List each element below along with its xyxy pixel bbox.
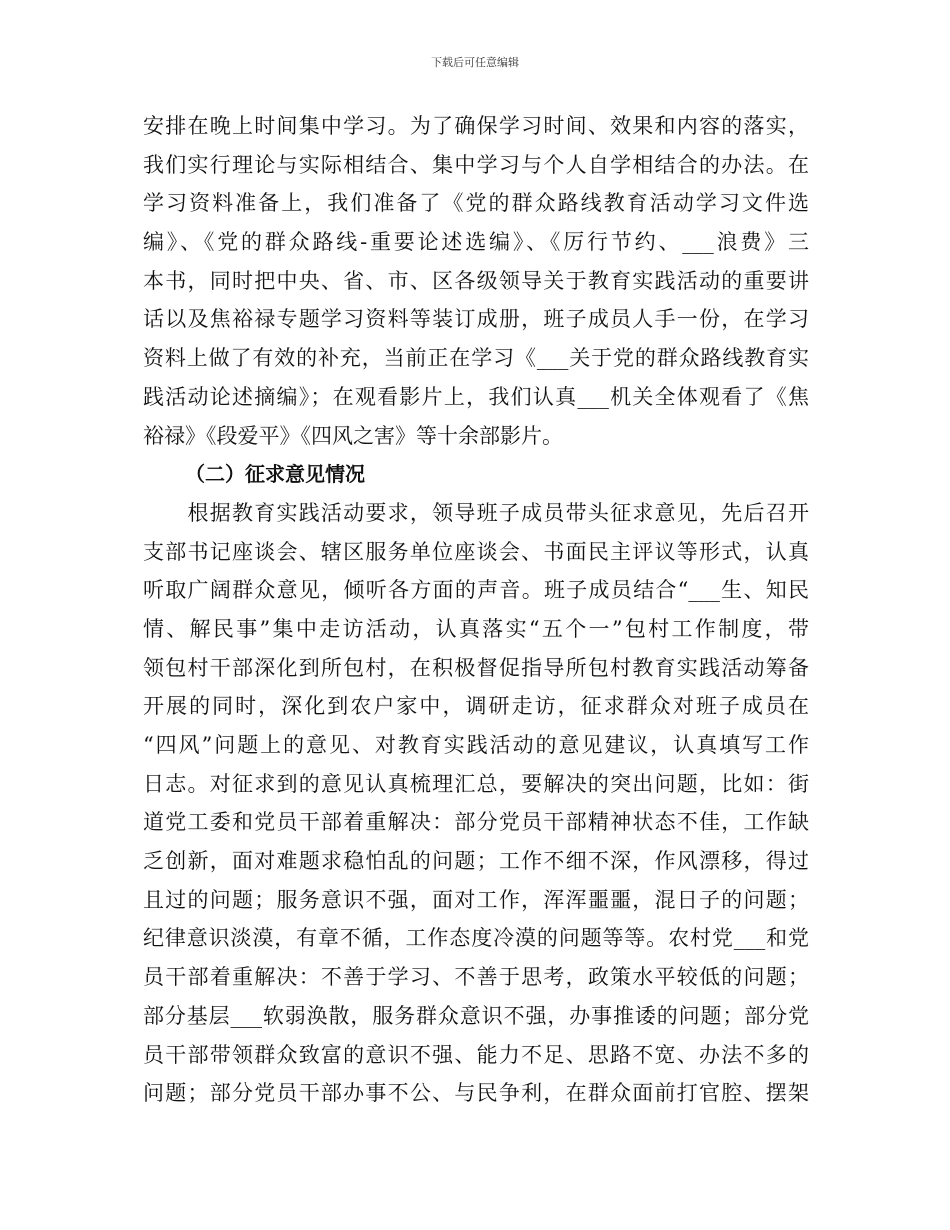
page-header: 下载后可任意编辑 [431, 56, 519, 69]
text-line: 听取广阔群众意见，倾听各方面的声音。班子成员结合“___生、知民 [143, 578, 809, 603]
text-line: “四风”问题上的意见、对教育实践活动的意见建议，认真填写工作 [143, 733, 809, 757]
text-line: 裕禄》《段爱平》《四风之害》等十余部影片。 [143, 423, 563, 448]
text-line: 开展的同时，深化到农户家中，调研走访，征求群众对班子成员在 [143, 694, 809, 719]
text-line: 践活动论述摘编》；在观看影片上，我们认真___机关全体观看了《焦 [143, 384, 809, 409]
text-line: 我们实行理论与实际相结合、集中学习与个人自学相结合的办法。在 [143, 152, 809, 177]
text-line: 学习资料准备上，我们准备了《党的群众路线教育活动学习文件选 [143, 191, 809, 216]
text-line: 安排在晚上时间集中学习。为了确保学习时间、效果和内容的落实， [143, 114, 809, 138]
text-line: 员干部着重解决：不善于学习、不善于思考，政策水平较低的问题； [143, 965, 809, 990]
text-line: 且过的问题；服务意识不强，面对工作，浑浑噩噩，混日子的问题； [143, 887, 809, 912]
text-line: 本书，同时把中央、省、市、区各级领导关于教育实践活动的重要讲 [143, 268, 809, 293]
document-body [143, 107, 809, 1113]
text-line: 情、解民事”集中走访活动，认真落实“五个一”包村工作制度，带 [143, 616, 809, 641]
section-heading: （二）征求意见情况 [185, 462, 365, 487]
text-line: 员干部带领群众致富的意识不强、能力不足、思路不宽、办法不多的 [143, 1042, 809, 1067]
text-line: 乏创新，面对难题求稳怕乱的问题；工作不细不深，作风漂移，得过 [143, 849, 809, 874]
text-line: 纪律意识淡漠，有章不循，工作态度冷漠的问题等等。农村党___和党 [143, 926, 809, 951]
text-line: 问题；部分党员干部办事不公、与民争利，在群众面前打官腔、摆架 [143, 1081, 809, 1106]
text-line: 部分基层___软弱涣散，服务群众意识不强，办事推诿的问题；部分党 [143, 1003, 809, 1028]
text-line: 日志。对征求到的意见认真梳理汇总，要解决的突出问题，比如：街 [143, 771, 809, 796]
text-line: 根据教育实践活动要求，领导班子成员带头征求意见，先后召开 [143, 500, 809, 525]
text-line: 道党工委和党员干部着重解决：部分党员干部精神状态不佳，工作缺 [143, 810, 809, 835]
text-line: 编》、《党的群众路线-重要论述选编》、《厉行节约、___浪费》三 [143, 230, 809, 255]
text-line: 话以及焦裕禄专题学习资料等装订成册，班子成员人手一份，在学习 [143, 307, 809, 332]
text-line: 支部书记座谈会、辖区服务单位座谈会、书面民主评议等形式，认真 [143, 539, 809, 564]
text-line: 领包村干部深化到所包村，在积极督促指导所包村教育实践活动筹备 [143, 655, 809, 680]
text-line: 资料上做了有效的补充，当前正在学习《___关于党的群众路线教育实 [143, 346, 809, 371]
